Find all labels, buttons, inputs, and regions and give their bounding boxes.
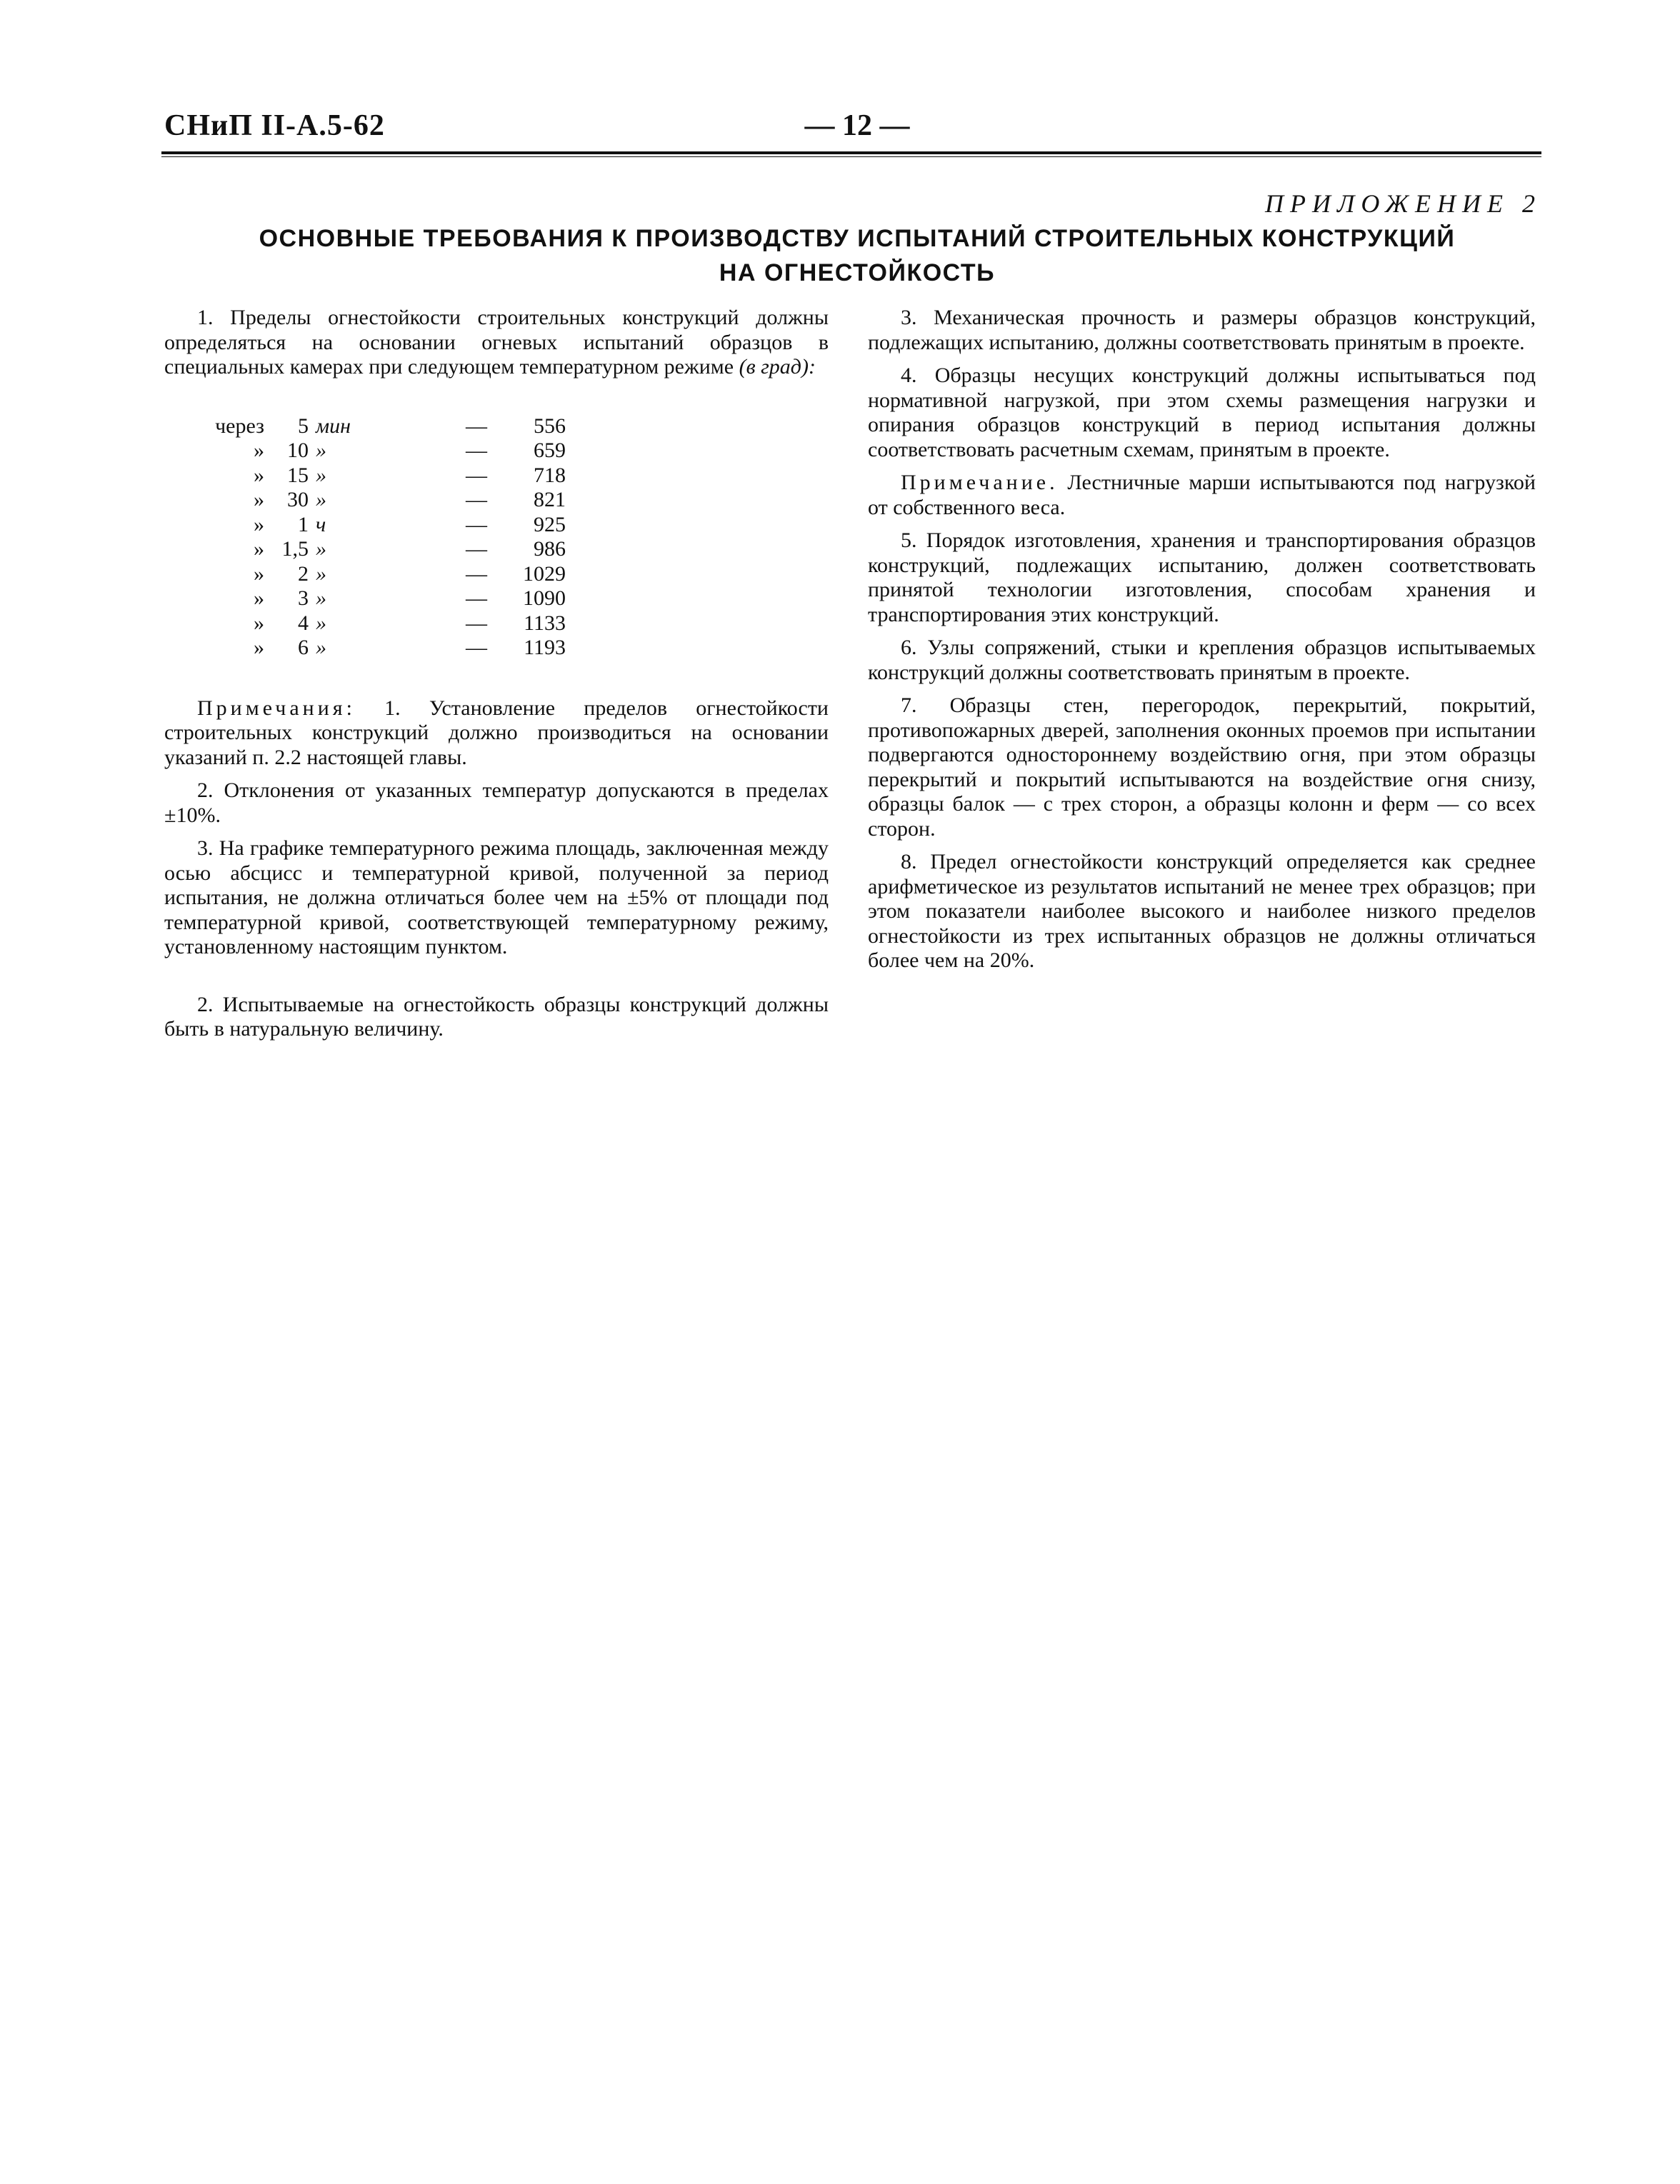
note-3: 3. На графике температурного режима площадь, заключенная между осью абсцисс и температурной кривой, полученной за период испытания, не должна отличаться более чем на ±5% от площади под температурной кривой, соответствующей температурному режиму, установленному настоящим пунктом. — [164, 836, 829, 958]
row-duration: 1,5 — [281, 537, 309, 561]
row-temperature: 1029 — [523, 561, 566, 586]
note-stairs — [868, 471, 1536, 520]
paragraph-1-unit: (в град): — [739, 355, 816, 379]
page-number: — 12 — — [804, 109, 910, 142]
row-dash: — — [466, 512, 487, 536]
header-rule-thin — [161, 156, 1541, 157]
temperature-row — [164, 513, 566, 538]
temperature-row — [164, 586, 566, 611]
row-dash: — — [466, 439, 487, 462]
row-prefix: » — [254, 488, 264, 511]
row-unit: » — [316, 561, 326, 586]
row-duration: 15 — [287, 463, 309, 487]
paragraph-7: 7. Образцы стен, перегородок, перекрытий, покрытий, противопожарных дверей, заполнения оконных проемов при испытании подвергаются одностороннему воздействию огня, при этом образцы перекрытий и покрытий испытываются на воздействие огня снизу, образцы балок — с трех сторон, а образцы колонн и ферм — со всех сторон. — [868, 693, 1536, 841]
row-prefix: » — [254, 611, 264, 635]
row-unit: » — [316, 463, 326, 487]
document-header-code: СНиП II-А.5-62 — [164, 109, 385, 142]
row-unit: » — [316, 488, 326, 511]
temperature-row — [164, 611, 566, 636]
temperature-table — [164, 414, 566, 661]
row-temperature: 718 — [534, 463, 566, 487]
paragraph-1 — [164, 306, 829, 380]
row-prefix: » — [254, 636, 264, 659]
row-dash: — — [466, 537, 487, 561]
appendix-label: ПРИЛОЖЕНИЕ 2 — [1265, 189, 1541, 218]
document-title — [179, 221, 1536, 290]
row-temperature: 986 — [534, 537, 566, 561]
note-label: Примечание. — [901, 471, 1059, 494]
left-column — [164, 306, 829, 1051]
row-unit: » — [316, 537, 326, 561]
paragraph-4: 4. Образцы несущих конструкций должны испытываться под нормативной нагрузкой, при этом схемы размещения нагрузки и опирания образцов конструкций в период испытания должны соответствовать расчетным схемам, принятым в проекте. — [868, 364, 1536, 461]
row-duration: 5 — [298, 414, 309, 438]
row-duration: 2 — [298, 561, 309, 586]
row-prefix: » — [254, 537, 264, 561]
row-unit: » — [316, 636, 326, 659]
row-duration: 10 — [287, 439, 309, 462]
row-duration: 3 — [298, 586, 309, 610]
row-dash: — — [466, 636, 487, 659]
row-dash: — — [466, 586, 487, 610]
row-dash: — — [466, 414, 487, 438]
temperature-row — [164, 537, 566, 562]
row-prefix: » — [254, 439, 264, 462]
title-line-2: НА ОГНЕСТОЙКОСТЬ — [719, 259, 996, 286]
temperature-row — [164, 488, 566, 513]
row-dash: — — [466, 488, 487, 511]
row-temperature: 821 — [534, 488, 566, 511]
row-temperature: 1090 — [523, 586, 566, 610]
paragraph-5: 5. Порядок изготовления, хранения и транспортирования образцов конструкций, подлежащих испытанию, должен соответствовать принятой технологии изготовления, способам хранения и транспортирования этих конструкций. — [868, 529, 1536, 626]
row-temperature: 556 — [534, 414, 566, 438]
row-unit: » — [316, 611, 326, 635]
paragraph-2: 2. Испытываемые на огнестойкость образцы конструкций должны быть в натуральную величину. — [164, 992, 829, 1041]
row-duration: 1 — [298, 512, 309, 536]
row-prefix: » — [254, 561, 264, 586]
row-temperature: 1193 — [524, 636, 566, 659]
row-unit: » — [316, 439, 326, 462]
row-temperature: 659 — [534, 439, 566, 462]
row-duration: 30 — [287, 488, 309, 511]
title-line-1: ОСНОВНЫЕ ТРЕБОВАНИЯ К ПРОИЗВОДСТВУ ИСПЫТАНИЙ СТРОИТЕЛЬНЫХ КОНСТРУКЦИЙ — [259, 225, 1456, 252]
row-dash: — — [466, 611, 487, 635]
row-dash: — — [466, 561, 487, 586]
row-dash: — — [466, 463, 487, 487]
temperature-row — [164, 439, 566, 464]
note-2: 2. Отклонения от указанных температур допускаются в пределах ±10%. — [164, 778, 829, 827]
row-unit: » — [316, 586, 326, 610]
row-prefix: » — [254, 586, 264, 610]
notes-label: Примечания: — [197, 696, 356, 720]
row-unit: ч — [316, 512, 326, 536]
note-1-text: 1. Установление пределов огнестойкости строительных конструкций должно производиться на основании указаний п. 2.2 настоящей главы. — [164, 696, 829, 769]
row-duration: 4 — [298, 611, 309, 635]
temperature-row — [164, 464, 566, 489]
row-prefix: » — [254, 463, 264, 487]
temperature-table-body — [164, 414, 566, 661]
note-stairs-text: Лестничные марши испытываются под нагрузкой от собственного веса. — [868, 471, 1536, 519]
paragraph-6: 6. Узлы сопряжений, стыки и крепления образцов испытываемых конструкций должны соответствовать принятым в проекте. — [868, 636, 1536, 684]
row-prefix: через — [215, 414, 264, 438]
temperature-row — [164, 636, 566, 661]
right-column — [868, 306, 1536, 982]
temperature-row — [164, 562, 566, 587]
row-prefix: » — [254, 512, 264, 536]
paragraph-1-text: 1. Пределы огнестойкости строительных конструкций должны определяться на основании огневых испытаний образцов в специальных камерах при следующем температурном режиме — [164, 306, 829, 379]
row-temperature: 1133 — [524, 611, 566, 635]
temperature-row — [164, 414, 566, 439]
header-rule — [161, 151, 1541, 154]
row-unit: мин — [316, 414, 351, 438]
row-duration: 6 — [298, 636, 309, 659]
row-temperature: 925 — [534, 512, 566, 536]
notes-1 — [164, 696, 829, 771]
paragraph-3: 3. Механическая прочность и размеры образцов конструкций, подлежащих испытанию, должны соответствовать принятым в проекте. — [868, 306, 1536, 354]
paragraph-8: 8. Предел огнестойкости конструкций определяется как среднее арифметическое из результатов испытаний не менее трех образцов; при этом показатели наиболее высокого и наиболее низкого пределов огнестойкости из трех испытанных образцов не должны отличаться более чем на 20%. — [868, 850, 1536, 972]
